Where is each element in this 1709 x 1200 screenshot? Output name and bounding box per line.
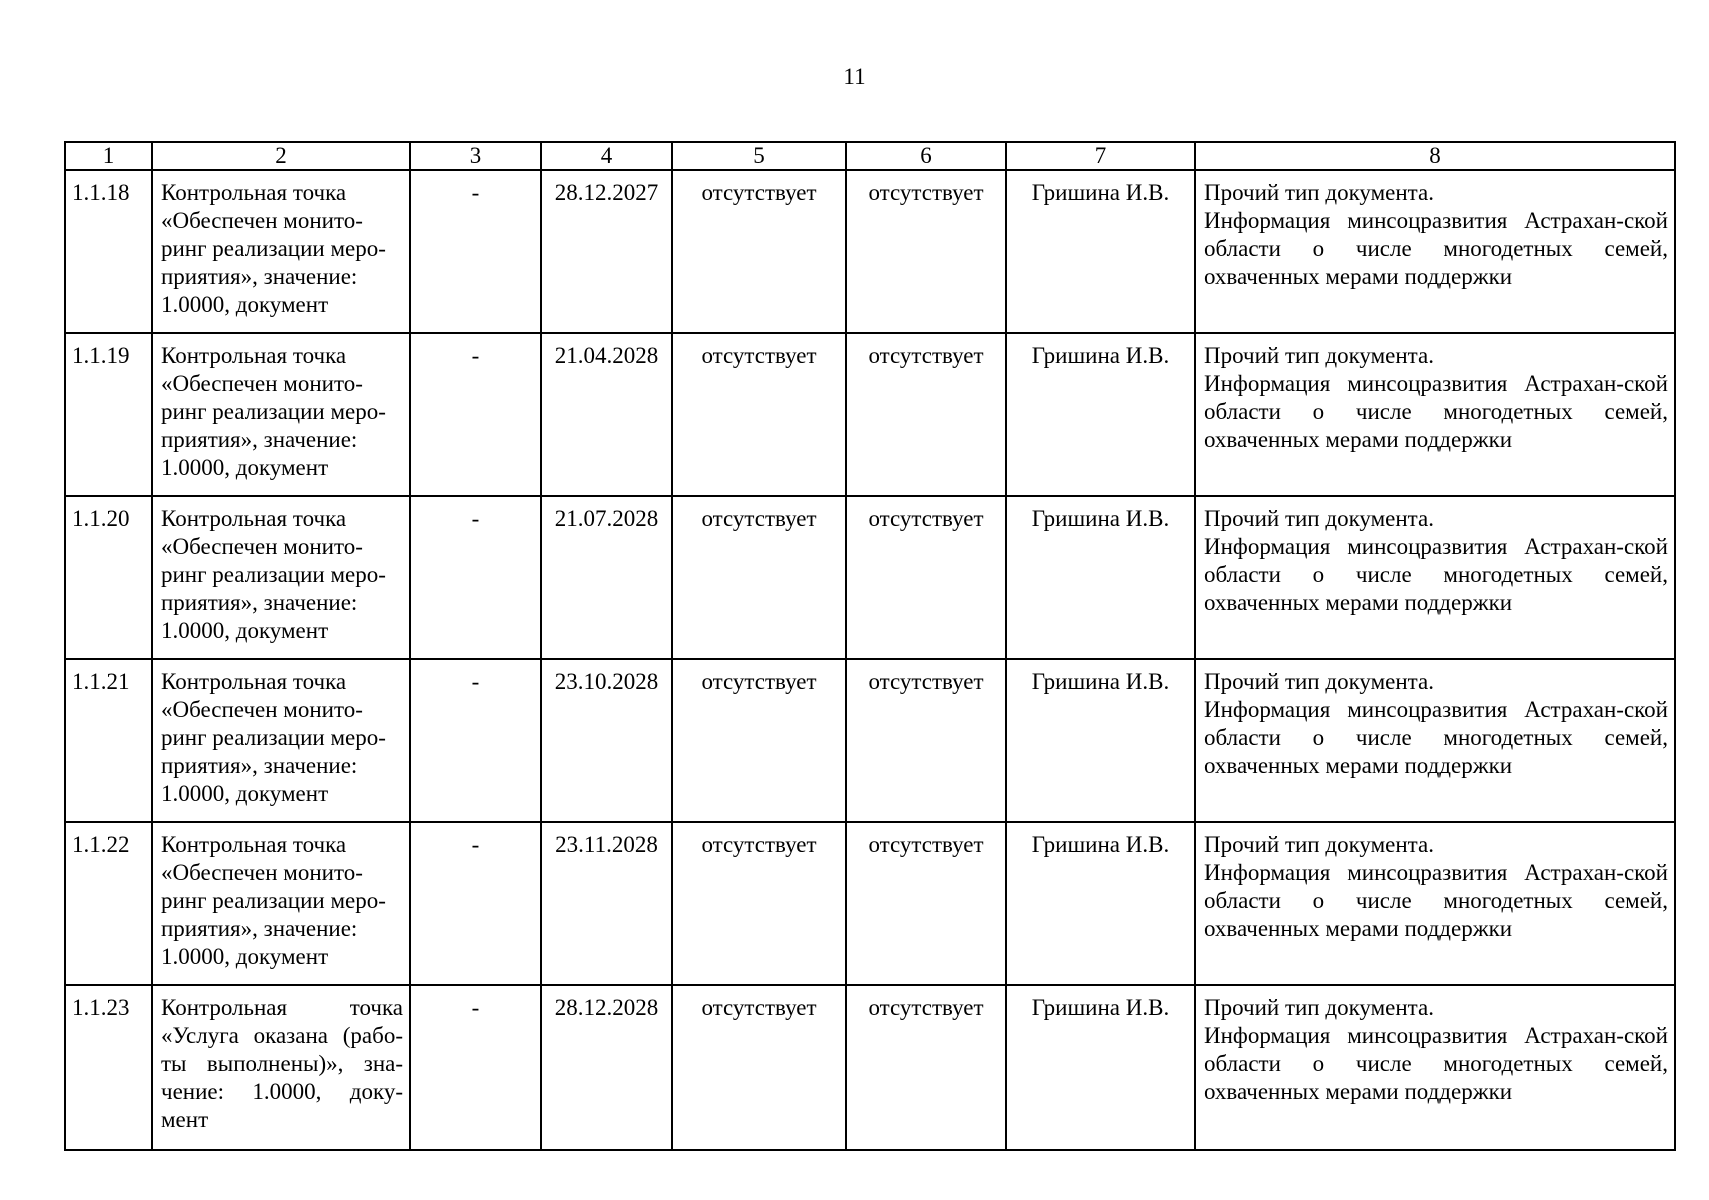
document-cell (1195, 333, 1675, 496)
cell-col5: отсутствует (672, 333, 846, 496)
page-number: 11 (843, 64, 866, 89)
responsible-person: Гришина И.В. (1006, 985, 1195, 1150)
cell-col5: отсутствует (672, 822, 846, 985)
document-info: Информация минсоцразвития Астрахан-ской области о числе многодетных семей, охваченных мерами поддержки (1204, 697, 1668, 778)
document-cell (1195, 496, 1675, 659)
header-row (65, 142, 1675, 170)
cell-col5: отсутствует (672, 985, 846, 1150)
table-row (65, 333, 1675, 496)
column-header: 5 (672, 142, 846, 170)
responsible-person: Гришина И.В. (1006, 170, 1195, 333)
cell-col3: - (410, 496, 541, 659)
document-cell (1195, 659, 1675, 822)
control-point-name: Контрольная точка «Обеспечен монито-ринг реализации меро-приятия», значение: 1.0000, документ (152, 496, 410, 659)
responsible-person: Гришина И.В. (1006, 496, 1195, 659)
row-number: 1.1.21 (65, 659, 152, 822)
responsible-person: Гришина И.В. (1006, 659, 1195, 822)
cell-col6: отсутствует (846, 985, 1006, 1150)
column-header: 7 (1006, 142, 1195, 170)
column-header: 8 (1195, 142, 1675, 170)
row-number: 1.1.20 (65, 496, 152, 659)
table-row (65, 822, 1675, 985)
responsible-person: Гришина И.В. (1006, 333, 1195, 496)
cell-col3: - (410, 659, 541, 822)
column-header: 3 (410, 142, 541, 170)
column-header: 6 (846, 142, 1006, 170)
control-point-name: Контрольная точка «Услуга оказана (рабо-ты выполнены)», зна-чение: 1.0000, доку-мент (152, 985, 410, 1150)
control-point-name: Контрольная точка «Обеспечен монито-ринг реализации меро-приятия», значение: 1.0000, документ (152, 333, 410, 496)
row-number: 1.1.23 (65, 985, 152, 1150)
control-point-name: Контрольная точка «Обеспечен монито-ринг реализации меро-приятия», значение: 1.0000, документ (152, 170, 410, 333)
due-date: 21.07.2028 (541, 496, 672, 659)
document-type: Прочий тип документа. (1204, 506, 1434, 531)
document-type: Прочий тип документа. (1204, 995, 1434, 1020)
cell-col3: - (410, 170, 541, 333)
cell-col6: отсутствует (846, 333, 1006, 496)
cell-col6: отсутствует (846, 170, 1006, 333)
column-header: 4 (541, 142, 672, 170)
document-cell (1195, 822, 1675, 985)
cell-col3: - (410, 985, 541, 1150)
table-row (65, 985, 1675, 1150)
row-number: 1.1.19 (65, 333, 152, 496)
cell-col6: отсутствует (846, 496, 1006, 659)
document-info: Информация минсоцразвития Астрахан-ской области о числе многодетных семей, охваченных мерами поддержки (1204, 534, 1668, 615)
column-header: 1 (65, 142, 152, 170)
row-number: 1.1.18 (65, 170, 152, 333)
cell-col5: отсутствует (672, 170, 846, 333)
due-date: 23.10.2028 (541, 659, 672, 822)
document-info: Информация минсоцразвития Астрахан-ской области о числе многодетных семей, охваченных мерами поддержки (1204, 860, 1668, 941)
cell-col3: - (410, 333, 541, 496)
table-row (65, 496, 1675, 659)
table-row (65, 659, 1675, 822)
document-cell (1195, 170, 1675, 333)
due-date: 23.11.2028 (541, 822, 672, 985)
control-point-name: Контрольная точка «Обеспечен монито-ринг реализации меро-приятия», значение: 1.0000, документ (152, 659, 410, 822)
cell-col3: - (410, 822, 541, 985)
control-point-name: Контрольная точка «Обеспечен монито-ринг реализации меро-приятия», значение: 1.0000, документ (152, 822, 410, 985)
control-points-table (64, 141, 1676, 1151)
document-info: Информация минсоцразвития Астрахан-ской области о числе многодетных семей, охваченных мерами поддержки (1204, 1023, 1668, 1104)
column-header: 2 (152, 142, 410, 170)
document-type: Прочий тип документа. (1204, 669, 1434, 694)
cell-col6: отсутствует (846, 822, 1006, 985)
document-type: Прочий тип документа. (1204, 832, 1434, 857)
due-date: 28.12.2028 (541, 985, 672, 1150)
cell-col5: отсутствует (672, 496, 846, 659)
document-info: Информация минсоцразвития Астрахан-ской области о числе многодетных семей, охваченных мерами поддержки (1204, 371, 1668, 452)
due-date: 21.04.2028 (541, 333, 672, 496)
cell-col6: отсутствует (846, 659, 1006, 822)
table-row (65, 170, 1675, 333)
due-date: 28.12.2027 (541, 170, 672, 333)
responsible-person: Гришина И.В. (1006, 822, 1195, 985)
cell-col5: отсутствует (672, 659, 846, 822)
document-type: Прочий тип документа. (1204, 180, 1434, 205)
row-number: 1.1.22 (65, 822, 152, 985)
document-type: Прочий тип документа. (1204, 343, 1434, 368)
document-info: Информация минсоцразвития Астрахан-ской области о числе многодетных семей, охваченных мерами поддержки (1204, 208, 1668, 289)
document-cell (1195, 985, 1675, 1150)
